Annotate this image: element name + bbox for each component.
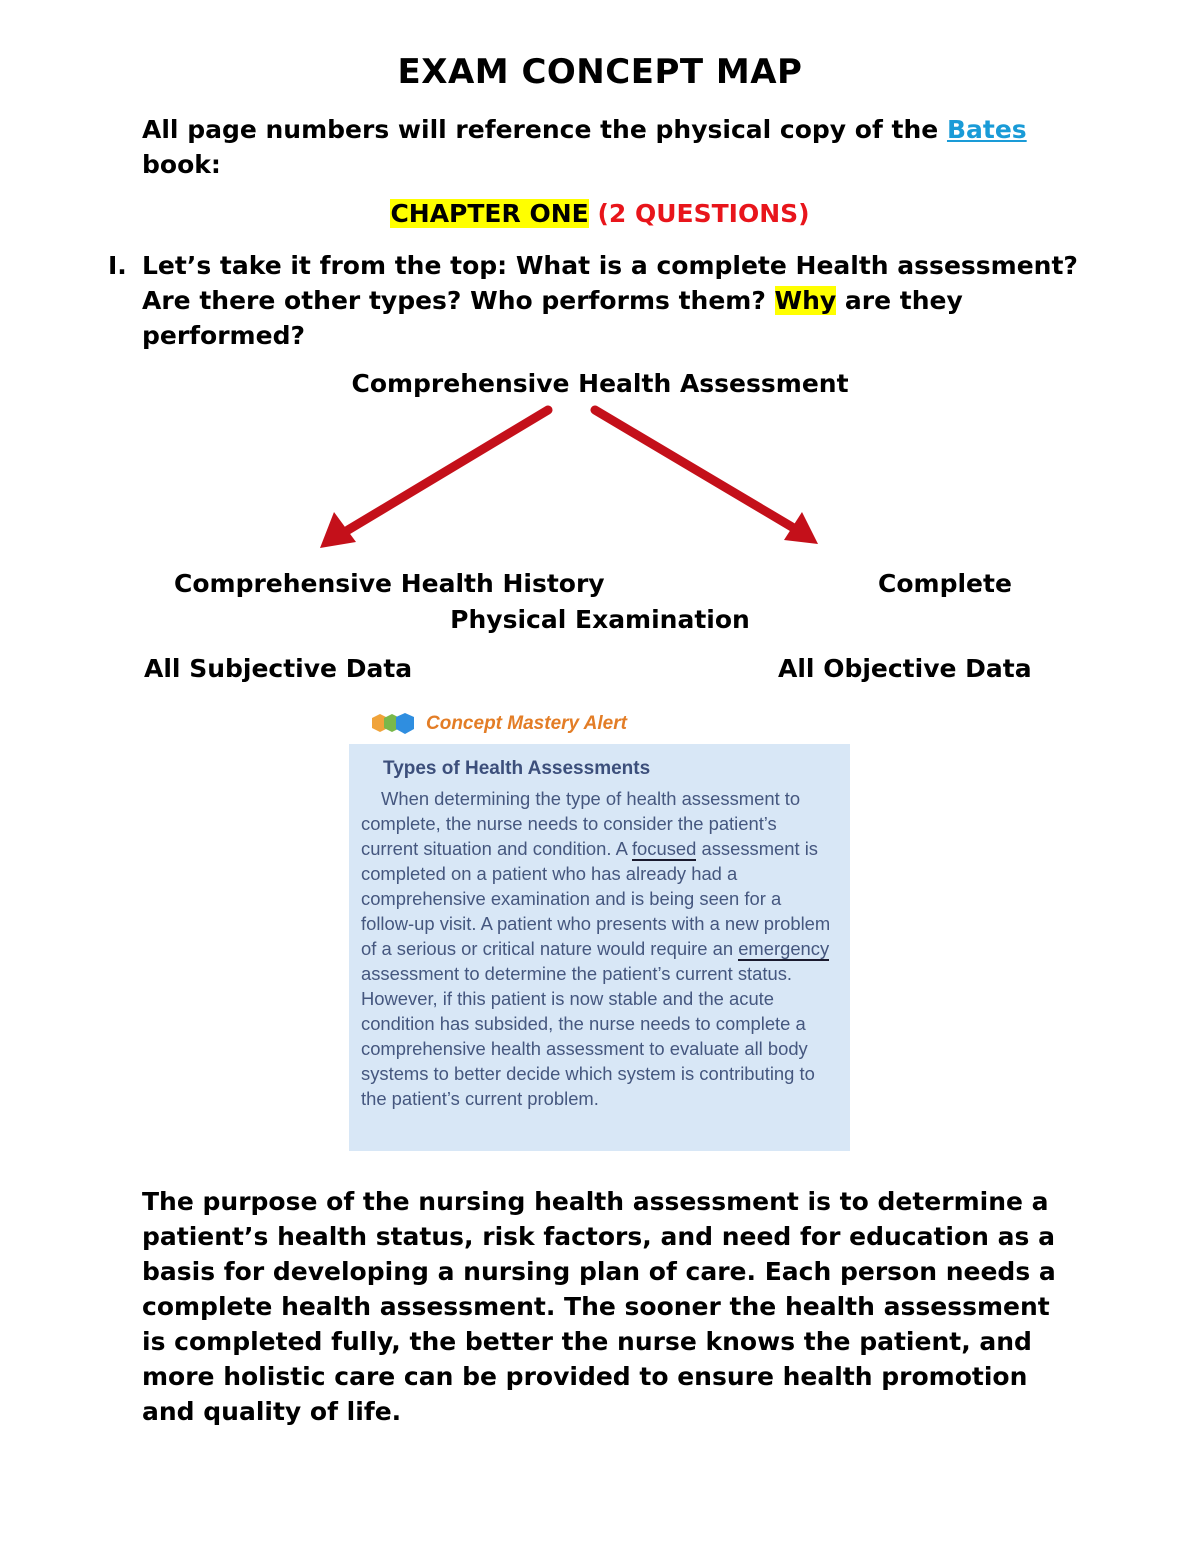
alert-box-body bbox=[361, 786, 838, 1111]
mastery-alert-title: Concept Mastery Alert bbox=[426, 713, 627, 734]
alert-body-part2: assessment is completed on a patient who has already had a comprehensive examination and is being seen for a follow-up visit. A patient who presents with a new problem of a serious or critical nature would require an bbox=[361, 838, 831, 959]
chapter-question-count: (2 QUESTIONS) bbox=[597, 199, 810, 228]
bates-link[interactable]: Bates bbox=[946, 115, 1027, 144]
purpose-paragraph: The purpose of the nursing health assessment is to determine a patient’s health status, risk factors, and need for education as a basis for developing a nursing plan of care. Each person needs a complete health assessment. The sooner the health assessment is completed fully, the better the nurse knows the patient, and more holistic care can be provided to ensure health promotion and quality of life. bbox=[142, 1187, 1056, 1426]
chapter-heading bbox=[0, 196, 1200, 231]
mastery-alert-box bbox=[349, 744, 850, 1151]
focused-underlined: focused bbox=[631, 838, 697, 859]
section-question bbox=[142, 248, 1102, 353]
right-arrow bbox=[595, 410, 818, 544]
intro-paragraph bbox=[142, 112, 1102, 182]
map-right-node-line1: Complete bbox=[878, 569, 1012, 598]
subjective-data-label: All Subjective Data bbox=[144, 654, 413, 683]
left-arrow bbox=[320, 410, 548, 548]
mastery-alert-header bbox=[370, 712, 627, 736]
map-left-node: Comprehensive Health History bbox=[174, 569, 605, 598]
question-text-end: are they performed? bbox=[142, 286, 963, 350]
chapter-label: CHAPTER ONE bbox=[390, 199, 589, 228]
section-numeral: I. bbox=[108, 251, 127, 280]
alert-box-title: Types of Health Assessments bbox=[383, 758, 651, 779]
intro-text-end: book: bbox=[142, 150, 221, 179]
objective-data-label: All Objective Data bbox=[778, 654, 1032, 683]
intro-text: All page numbers will reference the physical copy of the bbox=[142, 115, 947, 144]
cubes-icon bbox=[370, 712, 418, 736]
page-title: EXAM CONCEPT MAP bbox=[397, 52, 803, 92]
alert-body-part1: When determining the type of health assessment to complete, the nurse needs to consider the patient’s current situation and condition. A bbox=[361, 788, 801, 859]
map-root-node: Comprehensive Health Assessment bbox=[351, 369, 849, 398]
why-highlight: Why bbox=[774, 286, 837, 315]
map-right-node-line2: Physical Examination bbox=[450, 605, 750, 634]
alert-body-part3: assessment to determine the patient’s current status. However, if this patient is now stable and the acute condition has subsided, the nurse needs to complete a comprehensive health assessment to evaluate all body systems to better decide which system is contributing to the patient’s current problem. bbox=[361, 963, 815, 1109]
emergency-underlined: emergency bbox=[738, 938, 830, 959]
question-text: Let’s take it from the top: What is a complete Health assessment? Are there other types? Who performs them? bbox=[142, 251, 1078, 315]
